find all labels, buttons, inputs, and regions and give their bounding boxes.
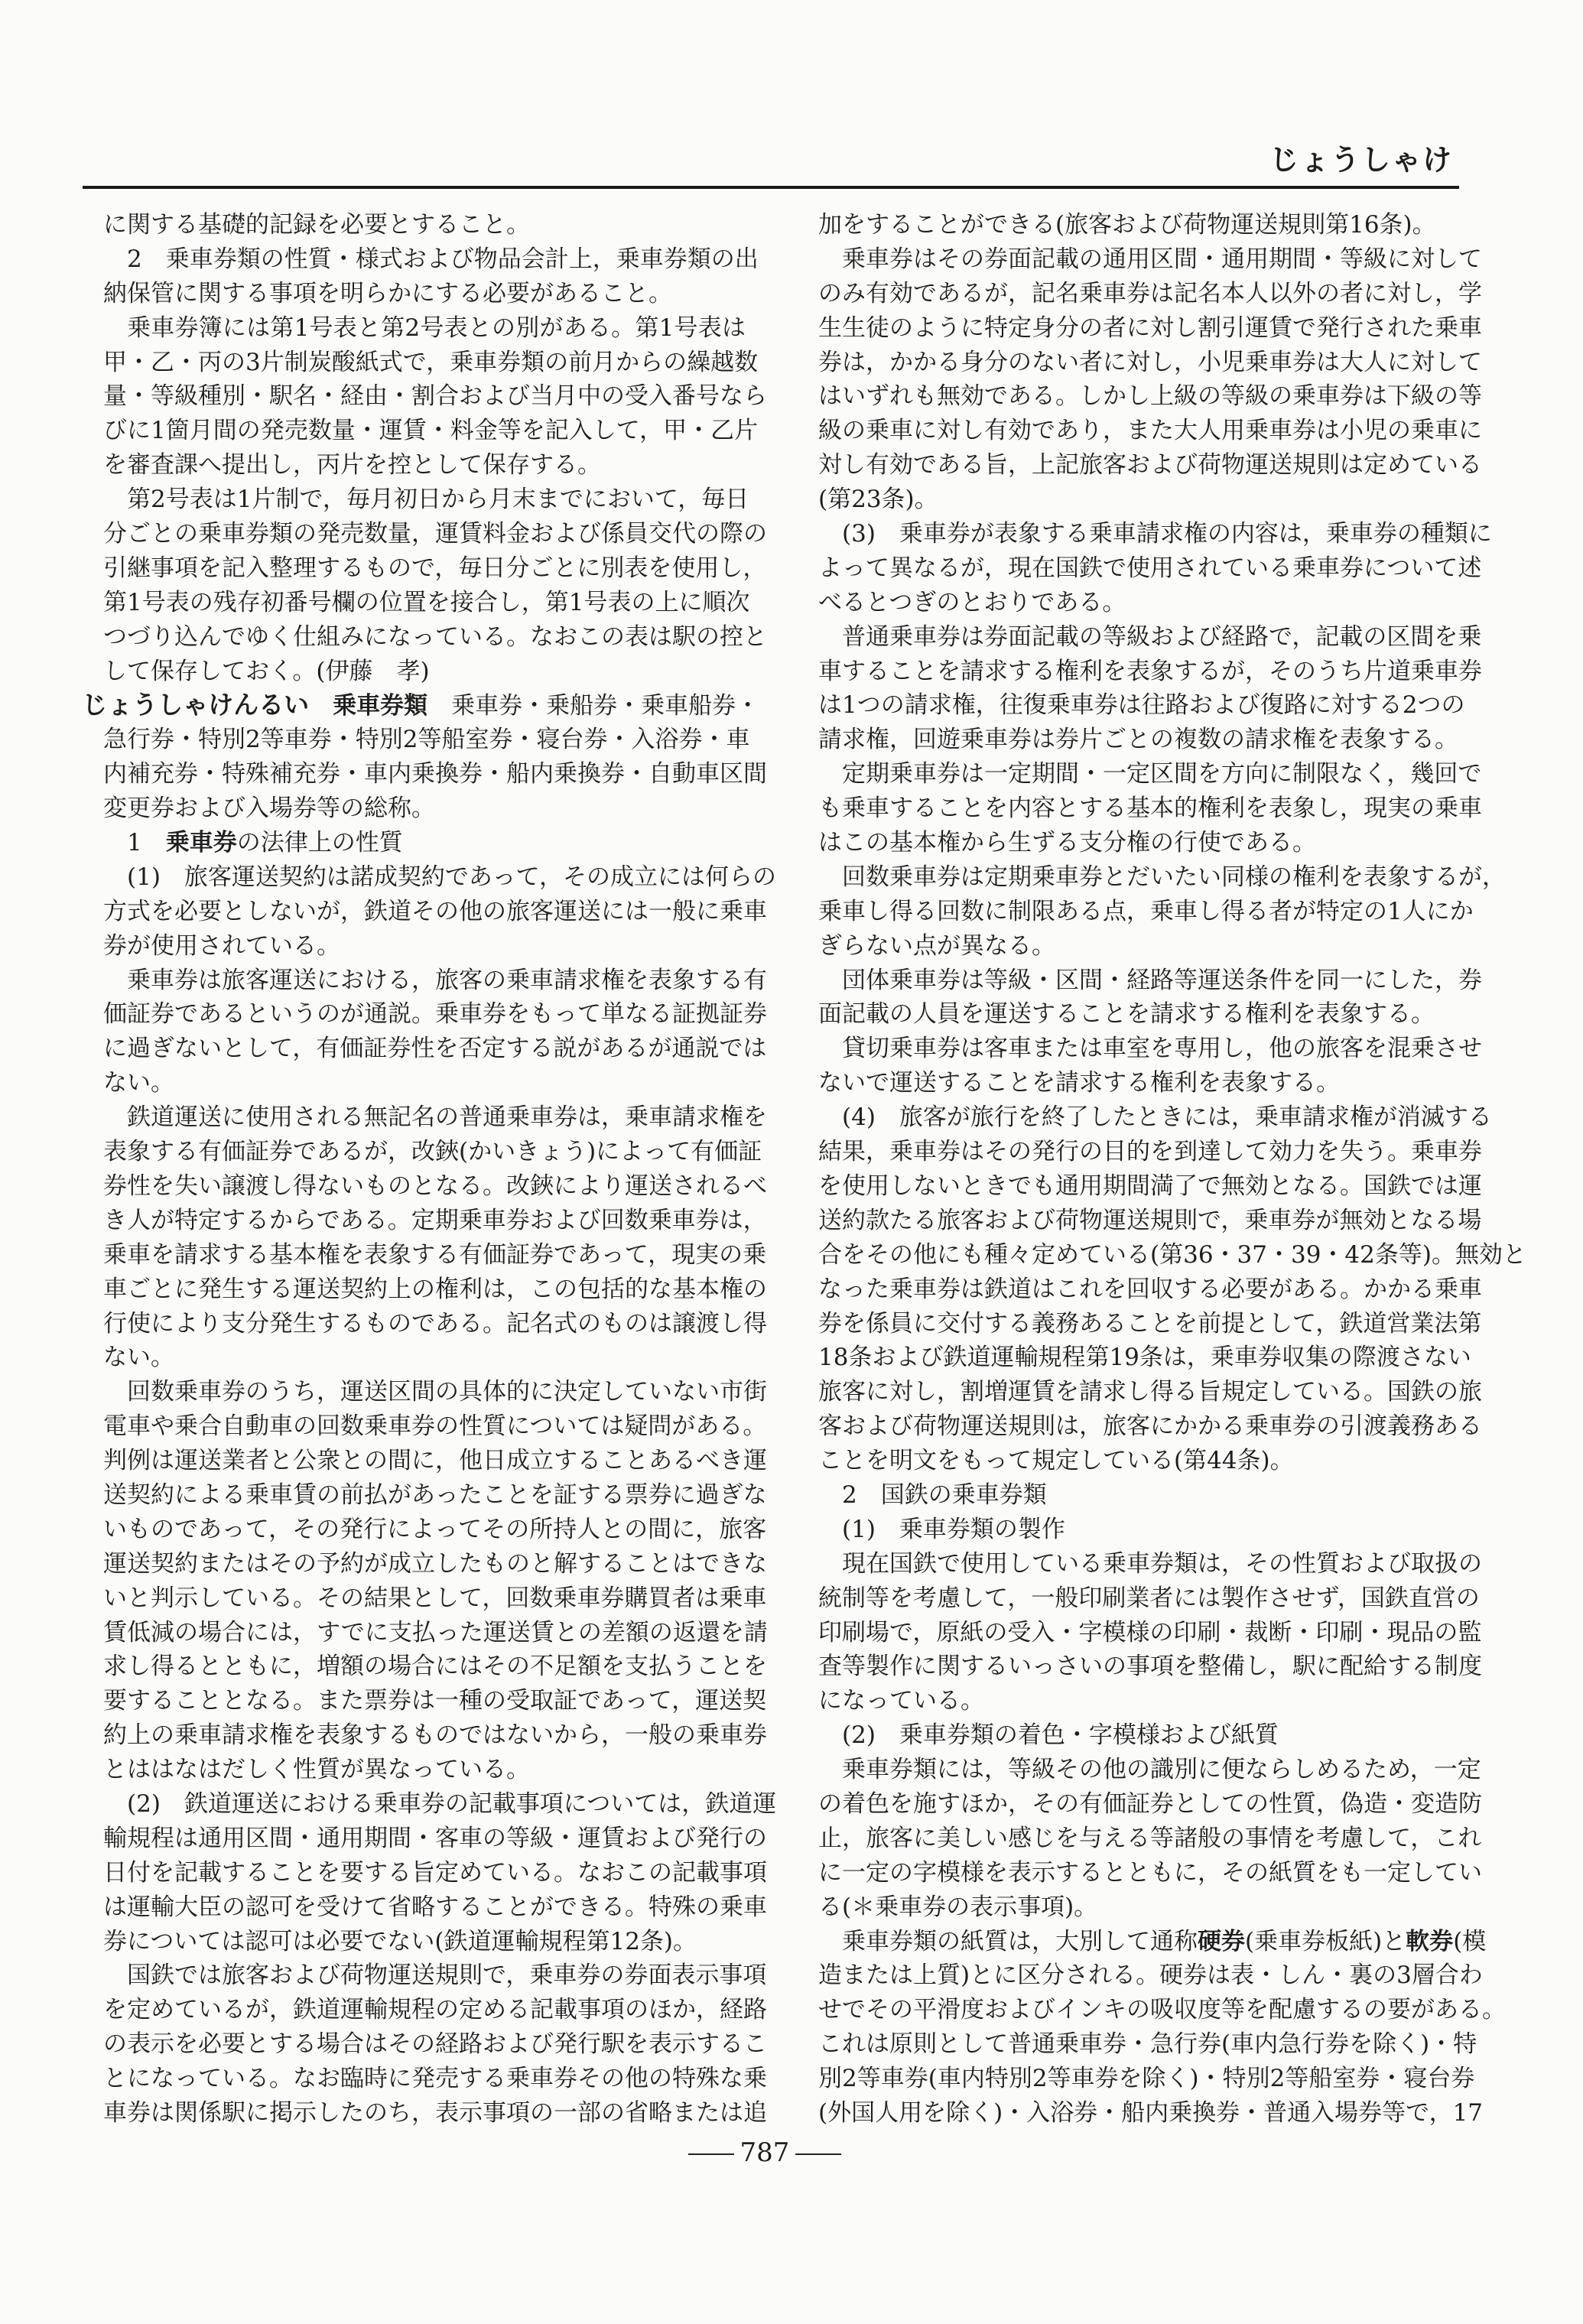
text-line: も乗車することを内容とする基本的権利を表象し，現実の乗車 (818, 795, 1482, 823)
text-segment: 乗車券・乗船券・乗車船券・ (427, 692, 760, 720)
text-line: 普通乗車券は券面記載の等級および経路で，記載の区間を乗 (842, 622, 1482, 651)
text-line: 変更券および入場券等の総称。 (103, 795, 435, 823)
bold-term: 乗車券 (165, 829, 237, 857)
text-line: よって異なるが，現在国鉄で使用されている乗車券について述 (818, 554, 1482, 582)
text-segment: 乗車券類の紙質は，大別して通称 (842, 1927, 1198, 1955)
bold-term: 軟券 (1406, 1927, 1454, 1955)
text-line: の着色を施すほか，その有価証券としての性質，偽造・変造防 (818, 1789, 1482, 1818)
text-line: はこの基本権から生ずる支分権の行使である。 (818, 829, 1316, 857)
text-line: 乗車券は旅客運送における，旅客の乗車請求権を表象する有 (127, 966, 767, 994)
text-line: (2) 鉄道運送における乗車券の記載事項については，鉄道運 (127, 1789, 777, 1818)
paragraph (818, 620, 1482, 758)
text-line: 客および荷物運送規則は，旅客にかかる乗車券の引渡義務ある (818, 1412, 1482, 1441)
page-number (673, 2137, 857, 2168)
text-line: つづり込んでゆく仕組みになっている。なおこの表は駅の控と (103, 622, 767, 651)
text-line: 判例は運送業者と公衆との間に，他日成立することあるべき運 (103, 1447, 767, 1475)
text-line: を定めているが，鉄道運輸規程の定める記載事項のほか，経路 (103, 1996, 767, 2024)
text-line: は1つの請求権，往復乗車券は往路および復路に対する2つの (818, 691, 1465, 720)
text-line: 結果，乗車券はその発行の目的を到達して効力を失う。乗車券 (818, 1138, 1482, 1166)
text-line: 2 乗車券類の性質・様式および物品会計上，乗車券類の出 (127, 245, 759, 273)
entry-headword-paragraph (82, 688, 767, 826)
text-line: 18条および鉄道運輸規程第19条は，乗車券収集の際渡さない (818, 1344, 1471, 1372)
text-line: を使用しないときでも通用期間満了で無効となる。国鉄では運 (818, 1172, 1482, 1200)
text-line: 求し得るとともに，増額の場合にはその不足額を支払うことを (103, 1653, 767, 1681)
text-line: 第1号表の残存初番号欄の位置を接合し，第1号表の上に順次 (103, 588, 750, 616)
text-line: 別2等車券(車内特別2等車券を除く)・特別2等船室券・寝台券 (818, 2065, 1475, 2093)
text-line: 合をその他にも種々定めている(第36・37・39・42条等)。無効と (818, 1240, 1526, 1269)
text-line: ない。 (103, 1344, 174, 1372)
text-line: き人が特定するからである。定期乗車券および回数乗車券は， (103, 1206, 767, 1234)
text-line: 券を係員に交付する義務あることを前提として，鉄道営業法第 (818, 1309, 1482, 1338)
text-line: 納保管に関する事項を明らかにする必要があること。 (103, 279, 672, 307)
text-line: は運輸大臣の認可を受けて省略することができる。特殊の乗車 (103, 1893, 767, 1921)
text-line: 回数乗車券は定期乗車券とだいたい同様の権利を表象するが， (842, 863, 1506, 891)
text-line: 表象する有価証券であるが，改鋏(かいきょう)によって有価証 (103, 1138, 762, 1166)
text-line: とははなはだしく性質が異なっている。 (103, 1756, 530, 1784)
text-line: 行使により支分発生するものである。記名式のものは譲渡し得 (103, 1309, 767, 1338)
text-line: 内補充券・特殊補充券・車内乗換券・船内乗換券・自動車区間 (103, 760, 767, 788)
paragraph (818, 964, 1482, 1032)
left-column (82, 208, 777, 2131)
text-line: 乗車券類には，等級その他の識別に便ならしめるため，一定 (842, 1756, 1481, 1784)
text-line: 止，旅客に美しい感じを与える等諸般の事情を考慮して，これ (818, 1824, 1482, 1852)
bold-term: 硬券 (1198, 1927, 1245, 1955)
text-line: 引継事項を記入整理するもので，毎日分ごとに別表を使用し， (103, 554, 767, 582)
text-line: 送契約による乗車賃の前払があったことを証する票券に過ぎな (103, 1481, 767, 1509)
text-line: 方式を必要としないが，鉄道その他の旅客運送には一般に乗車 (103, 897, 767, 925)
text-line: 面記載の人員を運送することを請求する権利を表象する。 (818, 1000, 1435, 1029)
text-line: 券は，かかる身分のない者に対し，小児乗車券は大人に対して (818, 348, 1482, 376)
text-line: 貸切乗車券は客車または車室を専用し，他の旅客を混乗させ (842, 1035, 1482, 1063)
paragraph (818, 1547, 1482, 1718)
text-line: に一定の字模様を表示するとともに，その紙質をも一定してい (818, 1858, 1482, 1887)
text-line: 乗車券簿には第1号表と第2号表との別がある。第1号表は (127, 314, 746, 342)
text-line (818, 1925, 1487, 1959)
paragraph (818, 1513, 1455, 1547)
text-line: 券については認可は必要でない(鉄道運輸規程第12条)。 (103, 1927, 697, 1955)
text-line: 分ごとの乗車券類の発売数量，運賃料金および係員交代の際の (103, 520, 767, 548)
text-line: (外国人用を除く)・入浴券・船内乗換券・普通入場券等で，17 (818, 2098, 1484, 2127)
text-line: 券性を失い譲渡し得ないものとなる。改鋏により運送されるべ (103, 1172, 767, 1200)
text-line: の表示を必要とする場合はその経路および発行駅を表示するこ (103, 2030, 767, 2059)
paragraph (818, 242, 1482, 517)
text-line: に関する基礎的記録を必要とすること。 (103, 211, 530, 239)
paragraph (818, 1478, 1455, 1513)
right-column (818, 208, 1526, 2131)
text-line: 約上の乗車請求権を表象するものではないから，一般の乗車券 (103, 1721, 767, 1750)
text-line: 要することとなる。また票券は一種の受取証であって，運送契 (103, 1687, 767, 1715)
dash-right (795, 2153, 841, 2155)
text-line: 国鉄では旅客および荷物運送規則で，乗車券の券面表示事項 (127, 1962, 767, 1990)
text-line: 乗車券はその券面記載の通用区間・通用期間・等級に対して (842, 245, 1482, 273)
text-line: 請求権，回遊乗車券は券片ごとの複数の請求権を表象する。 (818, 726, 1458, 754)
text-line (82, 688, 760, 723)
text-line: 日付を記載することを要する旨定めている。なおこの記載事項 (103, 1858, 767, 1887)
text-line: はいずれも無効である。しかし上級の等級の乗車券は下級の等 (818, 382, 1482, 411)
text-line: (4) 旅客が旅行を終了したときには，乗車請求権が消滅する (842, 1103, 1492, 1132)
text-line (103, 826, 746, 860)
text-line: ことを明文をもって規定している(第44条)。 (818, 1447, 1294, 1475)
text-line: なった乗車券は鉄道はこれを回収する必要がある。かかる乗車 (818, 1275, 1482, 1303)
text-line: 現在国鉄で使用している乗車券類は，その性質および取扱の (842, 1549, 1482, 1578)
paragraph (818, 1718, 1455, 1753)
text-line: (3) 乗車券が表象する乗車請求権の内容は，乗車券の種類に (842, 520, 1492, 548)
paragraph (103, 242, 759, 311)
text-segment: の法律上の性質 (236, 829, 403, 857)
text-line: 造または上質)とに区分される。硬券は表・しん・裏の3層合わ (818, 1962, 1483, 1990)
text-line: 印刷場で，原紙の受入・字模様の印刷・裁断・印刷・現品の監 (818, 1618, 1482, 1646)
text-line: 定期乗車券は一定期間・一定区間を方向に制限なく，幾回で (842, 760, 1482, 788)
text-line: 車することを請求する権利を表象するが，そのうち片道乗車券 (818, 657, 1482, 685)
text-line: とになっている。なお臨時に発売する乗車券その他の特殊な乗 (103, 2065, 767, 2093)
text-line: 価証券であるというのが通説。乗車券をもって単なる証拠証券 (103, 1000, 767, 1029)
text-line: 運送契約またはその予約が成立したものと解することはできな (103, 1549, 767, 1578)
text-line: 乗車を請求する基本権を表象する有価証券であって，現実の乗 (103, 1240, 767, 1269)
text-line: 加をすることができる(旅客および荷物運送規則第16条)。 (818, 211, 1436, 239)
paragraph (818, 757, 1482, 860)
text-line: 査等製作に関するいっさいの事項を整備し，駅に配給する制度 (818, 1653, 1482, 1681)
paragraph (818, 517, 1492, 620)
text-line: 輸規程は通用区間・通用期間・客車の等級・運賃および発行の (103, 1824, 767, 1852)
text-line: のみ有効であるが，記名乗車券は記名本人以外の者に対し，学 (818, 279, 1482, 307)
text-line: 甲・乙・丙の3片制炭酸紙式で，乗車券類の前月からの繰越数 (103, 348, 759, 376)
paragraph (818, 860, 1506, 964)
text-line: 統制等を考慮して，一般印刷業者には製作させず，国鉄直営の (818, 1584, 1480, 1612)
paragraph (103, 964, 767, 1101)
text-line: ぎらない点が異なる。 (818, 931, 1055, 960)
text-line: を審査課へ提出し，丙片を控として保存する。 (103, 451, 601, 479)
page-number-text: 787 (739, 2137, 790, 2168)
paragraph (818, 208, 1455, 242)
text-line: 車ごとに発生する運送契約上の権利は，この包括的な基本権の (103, 1275, 767, 1303)
paragraph (103, 1958, 767, 2130)
text-segment: 1 (127, 829, 166, 857)
text-line: せでその平滑度およびインキの吸収度等を配慮するの要がある。 (818, 1996, 1506, 2024)
text-segment (309, 692, 333, 720)
text-line: 回数乗車券のうち，運送区間の具体的に決定していない市街 (127, 1378, 767, 1406)
text-line: 車券は関係駅に掲示したのち，表示事項の一部の省略または追 (103, 2098, 767, 2127)
text-line: 団体乗車券は等級・区間・経路等運送条件を同一にした，券 (842, 966, 1482, 994)
text-line: 鉄道運送に使用される無記名の普通乗車券は，乗車請求権を (127, 1103, 767, 1132)
text-line: 賃低減の場合には，すでに支払った運送賃との差額の返還を請 (103, 1618, 768, 1646)
text-line: 急行券・特別2等車券・特別2等船室券・寝台券・入浴券・車 (103, 726, 750, 754)
text-line: 送約款たる旅客および荷物運送規則で，乗車券が無効となる場 (818, 1206, 1482, 1234)
running-head: じょうしゃけ (1269, 143, 1453, 177)
text-line: (2) 乗車券類の着色・字模様および紙質 (842, 1721, 1279, 1750)
text-line: (1) 旅客運送契約は諾成契約であって，その成立には何らの (127, 863, 776, 891)
text-line: 2 国鉄の乗車券類 (842, 1481, 1047, 1509)
text-line: ないで運送することを請求する権利を表象する。 (818, 1069, 1340, 1097)
text-line: になっている。 (818, 1687, 984, 1715)
text-line: びに1箇月間の発売数量・運賃・料金等を記入して，甲・乙片 (103, 417, 759, 445)
text-line: 級の乗車に対し有効であり，また大人用乗車券は小児の乗車に (818, 417, 1482, 445)
paragraph (103, 826, 746, 860)
text-line: 生生徒のように特定身分の者に対し割引運賃で発行された乗車 (818, 314, 1482, 342)
dash-left (688, 2153, 734, 2155)
text-segment: (模 (1453, 1927, 1487, 1955)
paragraph (818, 1032, 1482, 1100)
text-line: いと判示している。その結果として，回数乗車券購買者は乗車 (103, 1584, 767, 1612)
text-line: る(＊乗車券の表示事項)。 (818, 1893, 1098, 1921)
paragraph (103, 1787, 777, 1958)
paragraph (818, 1753, 1482, 1924)
text-line: (1) 乗車券類の製作 (842, 1515, 1065, 1543)
text-line: べるとつぎのとおりである。 (818, 588, 1126, 616)
text-line: 券が使用されている。 (103, 931, 340, 960)
text-segment: (乗車券板紙)と (1245, 1927, 1406, 1955)
text-line: 第2号表は1片制で，毎月初日から月末までにおいて，毎日 (127, 486, 749, 514)
header-rule (83, 186, 1459, 189)
text-line: 乗車し得る回数に制限ある点，乗車し得る者が特定の1人にか (818, 897, 1474, 925)
text-line: に過ぎないとして，有価証券性を否定する説があるが通説では (103, 1035, 767, 1063)
paragraph (103, 1375, 768, 1787)
paragraph (103, 483, 767, 688)
text-line: 量・等級種別・駅名・経由・割合および当月中の受入番号なら (103, 382, 767, 411)
paragraph (818, 1100, 1526, 1478)
paragraph (103, 1100, 767, 1375)
paragraph (103, 311, 767, 483)
text-line: 旅客に対し，割増運賃を請求し得る旨規定している。国鉄の旅 (818, 1378, 1482, 1406)
headword-reading: じょうしゃけんるい (82, 690, 310, 720)
text-line: ない。 (103, 1069, 174, 1097)
text-line: して保存しておく。(伊藤 孝) (103, 657, 430, 685)
text-line: これは原則として普通乗車券・急行券(車内急行券を除く)・特 (818, 2030, 1477, 2059)
text-line: 対し有効である旨，上記旅客および荷物運送規則は定めている (818, 451, 1482, 479)
paragraph (103, 208, 746, 242)
paragraph (818, 1925, 1506, 2131)
text-line: いものであって，その発行によってその所持人との間に，旅客 (103, 1515, 767, 1543)
bold-term: 乗車券類 (333, 692, 428, 720)
text-line: 電車や乗合自動車の回数乗車券の性質については疑問がある。 (103, 1412, 767, 1441)
paragraph (103, 860, 776, 964)
text-line: (第23条)。 (818, 486, 938, 514)
